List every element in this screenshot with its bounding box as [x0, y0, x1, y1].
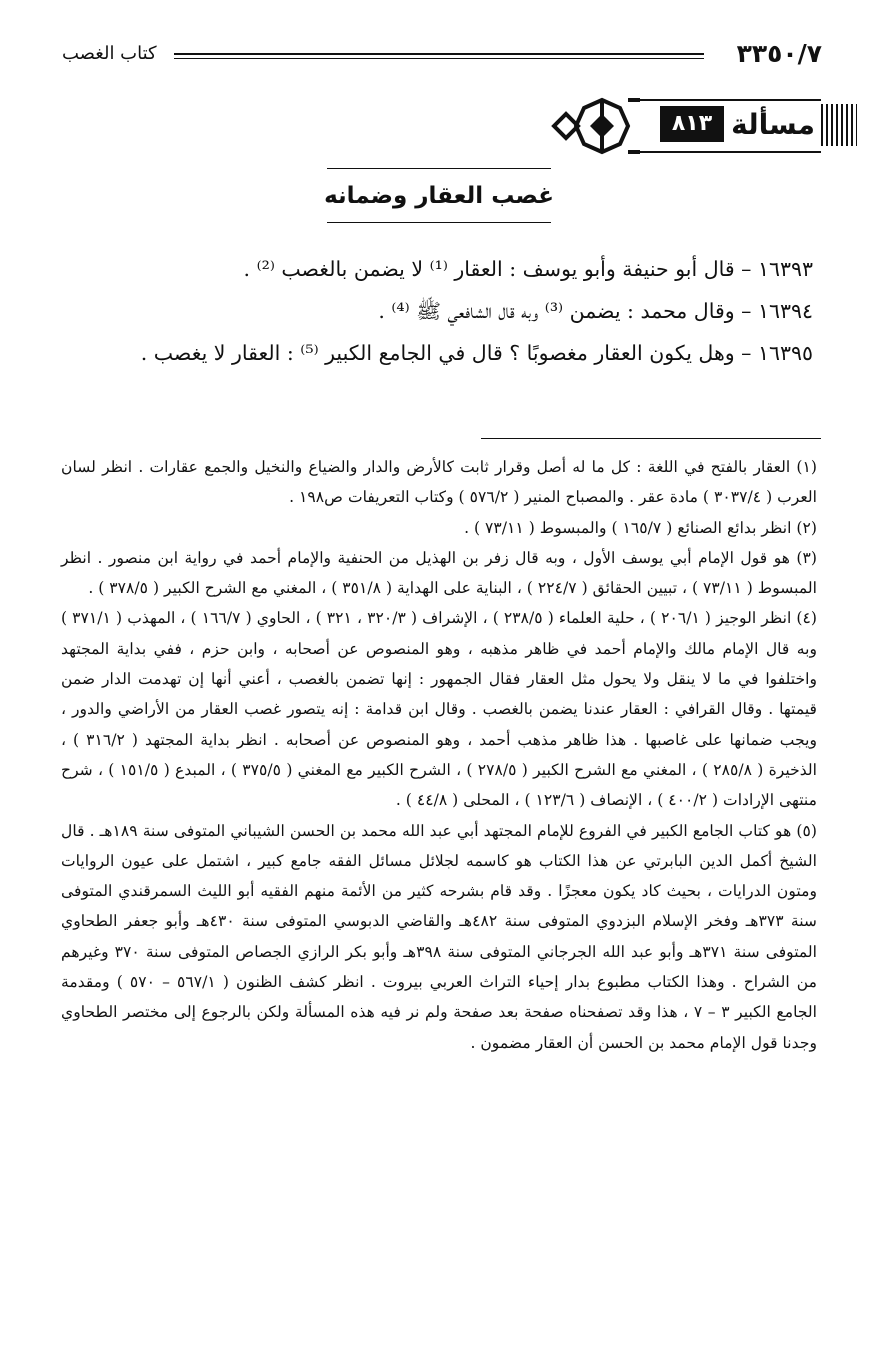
title-top-rule [327, 168, 551, 169]
banner-bottom-rule [640, 151, 821, 153]
masala-number: ٨١٣ [660, 106, 724, 142]
banner-top-rule [640, 99, 821, 101]
masala-label: مسألة [731, 108, 815, 141]
title-bottom-rule [327, 222, 551, 223]
footnote: (١) العقار بالفتح في اللغة : كل ما له أصل وقرار ثابت كالأرض والدار والضياع والنخيل والجمع عقارات . انظر لسان العرب ( ٣٠٣٧/٤ ) مادة عقر . والمصباح المنير ( ٥٧٦/٢ ) وكتاب التعريفات ص١٩٨ . [61, 458, 817, 507]
running-header [62, 34, 822, 74]
footnote-separator [481, 438, 821, 439]
section-title: غصب العقار وضمانه [324, 183, 554, 209]
ornament-icon [544, 94, 644, 158]
banner-striped-block [821, 104, 857, 146]
masala-banner [544, 94, 857, 158]
footnote: (٢) انظر بدائع الصنائع ( ١٦٥/٧ ) والمبسوط ( ٧٣/١١ ) . [464, 518, 817, 537]
footnotes [61, 452, 817, 1058]
header-double-rule [174, 53, 704, 59]
footnote: (٣) هو قول الإمام أبي يوسف الأول ، وبه قال زفر بن الهذيل من الحنفية والإمام أحمد في رواية ابن منصور . انظر المبسوط ( ٧٣/١١ ) ، تبيين الحقائق ( ٢٢٤/٧ ) ، البناية على الهداية ( ٣٥١/٨ ) ، المغني مع الشرح الكبير ( ٣٧٨/٥ ) . [61, 548, 817, 598]
footnote: (٥) هو كتاب الجامع الكبير في الفروع للإمام المجتهد أبي عبد الله محمد بن الحسن الشيباني المتوفى سنة ١٨٩هـ . قال الشيخ أكمل الدين البابرتي عن هذا الكتاب هو كاسمه لجلائل مسائل الفقه جامع كبير ، اشتمل على عيون الروايات ومتون الدرايات ، بحيث كاد يكون معجزًا . وقد قام بشرحه كثير من الأئمة منهم الفقيه أبو الليث السمرقندي المتوفى سنة ٣٧٣هـ وفخر الإسلام البزدوي المتوفى سنة ٤٨٢هـ والقاضي الدبوسي المتوفى سنة ٤٣٠هـ وأبو جعفر الطحاوي المتوفى سنة ٣٧١هـ وأبو عبد الله الجرجاني المتوفى سنة ٣٩٨هـ وأبو بكر الرازي الجصاص المتوفى سنة ٣٧٠ وغيرهم من الشراح . وهذا الكتاب مطبوع بدار إحياء التراث العربي بيروت . انظر كشف الظنون ( ٥٦٧/١ – ٥٧٠ ) ومقدمة الجامع الكبير ٣ – ٧ ، هذا وقد تصفحناه صفحة بعد صفحة ولم نر فيه هذه المسألة ولكن بالرجوع إلى مختصر الطحاوي وجدنا قول الإمام محمد بن الحسن أن العقار مضمون . [61, 821, 818, 1052]
book-title: كتاب الغصب [62, 43, 157, 64]
page-reference: ٣٣٥٠/٧ [736, 39, 822, 68]
main-text [61, 248, 813, 374]
paragraph: ١٦٣٩٣ – قال أبو حنيفة وأبو يوسف : العقار ⁽¹⁾ لا يضمن بالغصب ⁽²⁾ . [243, 257, 813, 281]
paragraph: ١٦٣٩٥ – وهل يكون العقار مغصوبًا ؟ قال في الجامع الكبير ⁽⁵⁾ : العقار لا يغصب . [140, 341, 813, 365]
footnote: (٤) انظر الوجيز ( ٢٠٦/١ ) ، حلية العلماء ( ٢٣٨/٥ ) ، الإشراف ( ٣٢٠/٣ ، ٣٢١ ) ، الحاوي ( ١٦٦/٧ ) ، المهذب ( ٣٧١/١ ) وبه قال الإمام مالك والإمام أحمد في ظاهر مذهبه ، وهو المنصوص عن أصحابه ، وابن حزم ، ففي بداية المجتهد واختلفوا في ما لا ينقل ولا يحول مثل العقار فقال الجمهور : إنها تضمن بالغصب ، أعني أنها إن تهدمت الدار ضمن قيمتها . وقال القرافي : العقار عندنا يضمن بالغصب . وقال ابن قدامة : إنه يتصور غصب العقار من الأراضي والدور ، ويجب ضمانها على غاصبها . هذا ظاهر مذهب أحمد ، وهو المنصوص عن أصحابه . انظر بداية المجتهد ( ٣١٦/٢ ) ، الذخيرة ( ٢٨٥/٨ ) ، المغني مع الشرح الكبير ( ٢٧٨/٥ ) ، الشرح الكبير مع المغني ( ٣٧٥/٥ ) ، المبدع ( ١٥١/٥ ) ، شرح منتهى الإرادات ( ٤٠٠/٢ ) ، الإنصاف ( ١٢٣/٦ ) ، المحلى ( ٤٤/٨ ) . [61, 609, 818, 810]
paragraph: ١٦٣٩٤ – وقال محمد : يضمن ⁽³⁾ وبه قال الشافعي ﷺ ⁽⁴⁾ . [378, 299, 813, 323]
